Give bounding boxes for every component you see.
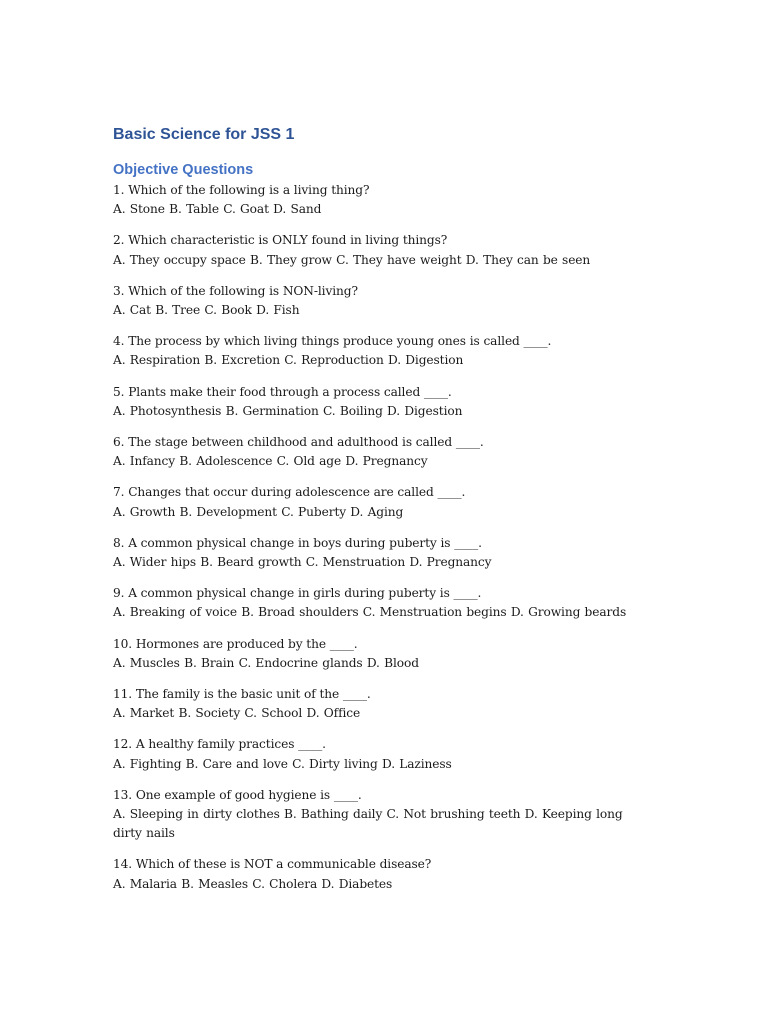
- question-12: [113, 735, 653, 773]
- question-5: [113, 383, 653, 421]
- question-options: A. Growth B. Development C. Puberty D. Aging: [113, 504, 404, 519]
- question-7: [113, 483, 653, 521]
- question-14: [113, 855, 653, 893]
- question-options: A. Infancy B. Adolescence C. Old age D. Pregnancy: [113, 454, 428, 469]
- question-text: 1. Which of the following is a living thing?: [113, 183, 370, 197]
- question-text: 7. Changes that occur during adolescence are called ____.: [113, 485, 466, 500]
- question-text: 8. A common physical change in boys during puberty is ____.: [113, 535, 482, 550]
- document-page: [113, 124, 653, 906]
- question-text: 6. The stage between childhood and adulthood is called ____.: [113, 435, 484, 450]
- question-text: 12. A healthy family practices ____.: [113, 737, 326, 752]
- question-4: [113, 332, 653, 370]
- question-text: 9. A common physical change in girls during puberty is ____.: [113, 586, 482, 601]
- question-text: 13. One example of good hygiene is ____.: [113, 787, 362, 802]
- question-options: A. Muscles B. Brain C. Endocrine glands D. Blood: [113, 655, 419, 670]
- question-text: 11. The family is the basic unit of the ____.: [113, 687, 371, 702]
- question-text: 10. Hormones are produced by the ____.: [113, 636, 358, 651]
- question-2: [113, 231, 653, 269]
- question-11: [113, 685, 653, 723]
- question-options: A. They occupy space B. They grow C. They have weight D. They can be seen: [113, 252, 591, 267]
- question-13: [113, 786, 653, 844]
- question-options: A. Fighting B. Care and love C. Dirty living D. Laziness: [113, 756, 452, 771]
- question-options: A. Sleeping in dirty clothes B. Bathing daily C. Not brushing teeth D. Keeping long dirty nails: [113, 807, 623, 841]
- question-options: A. Respiration B. Excretion C. Reproduction D. Digestion: [113, 353, 464, 368]
- section-heading: Objective Questions: [113, 162, 254, 178]
- question-options: A. Cat B. Tree C. Book D. Fish: [113, 303, 300, 318]
- question-text: 5. Plants make their food through a process called ____.: [113, 384, 452, 399]
- question-text: 14. Which of these is NOT a communicable disease?: [113, 857, 432, 872]
- question-options: A. Wider hips B. Beard growth C. Menstruation D. Pregnancy: [113, 555, 492, 570]
- question-options: A. Breaking of voice B. Broad shoulders C. Menstruation begins D. Growing beards: [113, 605, 627, 620]
- question-options: A. Market B. Society C. School D. Office: [113, 706, 361, 721]
- question-1: [113, 181, 653, 219]
- question-6: [113, 433, 653, 471]
- question-10: [113, 635, 653, 673]
- question-options: A. Malaria B. Measles C. Cholera D. Diabetes: [113, 876, 393, 891]
- question-text: 4. The process by which living things produce young ones is called ____.: [113, 334, 552, 349]
- question-9: [113, 584, 653, 622]
- question-text: 3. Which of the following is NON-living?: [113, 283, 358, 298]
- question-3: [113, 282, 653, 320]
- document-title: Basic Science for JSS 1: [113, 126, 295, 143]
- question-8: [113, 534, 653, 572]
- question-text: 2. Which characteristic is ONLY found in living things?: [113, 233, 448, 248]
- question-options: A. Stone B. Table C. Goat D. Sand: [113, 202, 322, 217]
- question-options: A. Photosynthesis B. Germination C. Boiling D. Digestion: [113, 403, 463, 418]
